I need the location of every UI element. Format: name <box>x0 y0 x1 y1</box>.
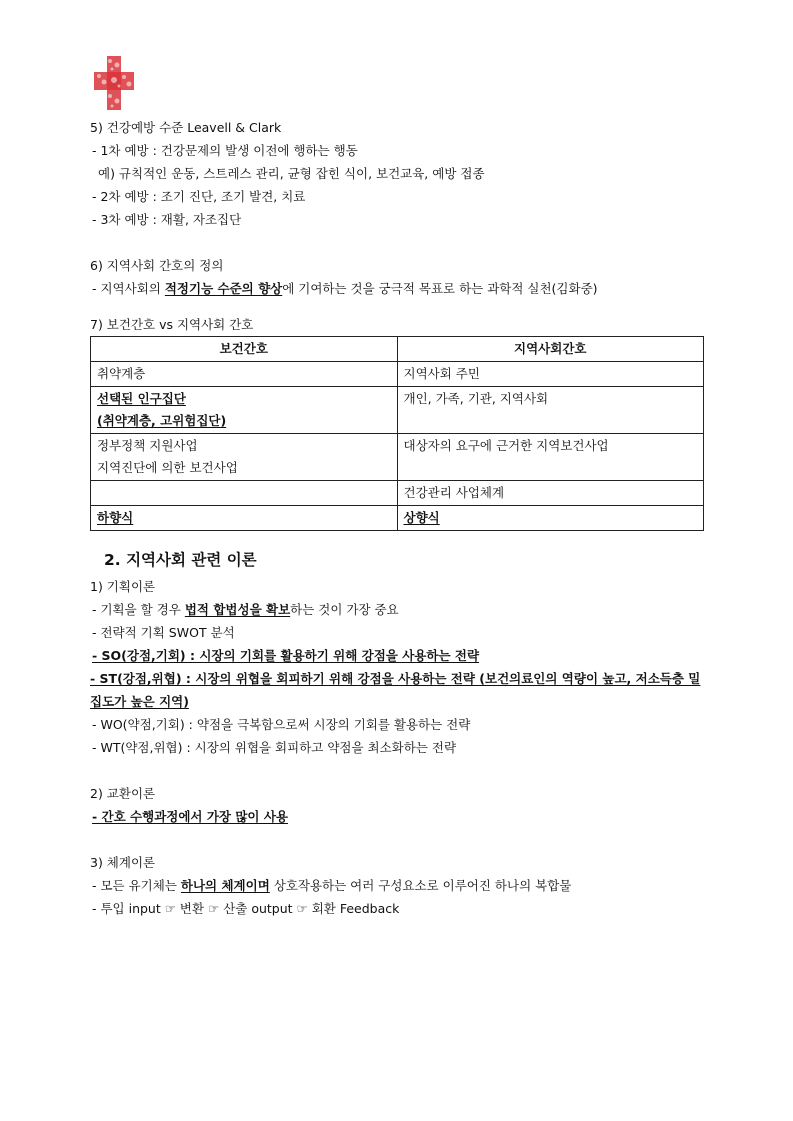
table-header-community: 지역사회간호 <box>397 337 704 362</box>
primary-prevention-example: 예) 규칙적인 운동, 스트레스 관리, 균형 잡힌 식이, 보건교육, 예방 접종 <box>98 166 485 181</box>
systems-theory-line <box>90 874 710 897</box>
section-6-title: 6) 지역사회 간호의 정의 <box>90 258 224 273</box>
community-nursing-definition <box>90 277 710 300</box>
table-row <box>91 387 704 434</box>
systems-prefix: - 모든 유기체는 <box>92 878 181 893</box>
section-7-title: 7) 보건간호 vs 지역사회 간호 <box>90 317 254 332</box>
table-row <box>91 481 704 506</box>
table-header-public-health: 보건간호 <box>91 337 398 362</box>
table-cell: 취약계층 <box>91 362 398 387</box>
table-cell: 지역사회 주민 <box>397 362 704 387</box>
section-heading: 2. 지역사회 관련 이론 <box>104 551 257 569</box>
systems-theory-title: 3) 체계이론 <box>90 855 156 870</box>
swot-line: - 전략적 기획 SWOT 분석 <box>92 625 235 640</box>
exchange-theory-line: - 간호 수행과정에서 가장 많이 사용 <box>92 809 288 824</box>
document-body <box>90 116 710 920</box>
regional-diagnosis-text: 지역진단에 의한 보건사업 <box>97 460 238 475</box>
secondary-prevention-line: - 2차 예방 : 조기 진단, 조기 발견, 치료 <box>92 189 306 204</box>
definition-prefix: - 지역사회의 <box>92 281 165 296</box>
selected-population: 선택된 인구집단 <box>97 391 186 406</box>
table-cell: 상향식 <box>397 506 704 531</box>
table-cell: 건강관리 사업체계 <box>397 481 704 506</box>
planning-theory-line <box>90 598 710 621</box>
systems-suffix: 상호작용하는 여러 구성요소로 이루어진 하나의 복합물 <box>269 878 572 893</box>
definition-emphasis: 적정기능 수준의 향상 <box>164 281 283 296</box>
primary-prevention-line: - 1차 예방 : 건강문제의 발생 이전에 행하는 행동 <box>92 143 358 158</box>
table-cell <box>91 434 398 481</box>
so-strategy-line: - SO(강점,기회) : 시장의 기회를 활용하기 위해 강점을 사용하는 전략 <box>92 648 480 663</box>
wt-strategy-line: - WT(약점,위협) : 시장의 위협을 회피하고 약점을 최소화하는 전략 <box>92 740 457 755</box>
st-strategy-line: - ST(강점,위협) : 시장의 위협을 회피하기 위해 강점을 사용하는 전략 (보건의료인의 역량이 높고, 저소득층 밀집도가 높은 지역) <box>90 671 701 709</box>
table-cell-empty <box>91 481 398 506</box>
exchange-theory-title: 2) 교환이론 <box>90 786 156 801</box>
table-cell: 하향식 <box>91 506 398 531</box>
table-row <box>91 362 704 387</box>
planning-prefix: - 기획을 할 경우 <box>92 602 185 617</box>
table-cell: 개인, 가족, 기관, 지역사회 <box>397 387 704 434</box>
systems-flow-line: - 투입 input ☞ 변환 ☞ 산출 output ☞ 회환 Feedback <box>92 901 400 916</box>
red-cross-logo-icon <box>94 56 134 110</box>
table-cell: 대상자의 요구에 근거한 지역보건사업 <box>397 434 704 481</box>
table-header-row <box>91 337 704 362</box>
planning-emphasis: 법적 합법성을 확보 <box>184 602 291 617</box>
comparison-table <box>90 336 704 531</box>
wo-strategy-line: - WO(약점,기회) : 약점을 극복함으로써 시장의 기회를 활용하는 전략 <box>92 717 471 732</box>
definition-suffix: 에 기여하는 것을 궁극적 목표로 하는 과학적 실천(김화중) <box>282 281 598 296</box>
table-row <box>91 506 704 531</box>
gov-policy-text: 정부정책 지원사업 <box>97 438 198 453</box>
tertiary-prevention-line: - 3차 예방 : 재활, 자조집단 <box>92 212 242 227</box>
planning-theory-title: 1) 기획이론 <box>90 579 156 594</box>
selected-population-detail: (취약계층, 고위험집단) <box>97 413 227 428</box>
table-row <box>91 434 704 481</box>
planning-suffix: 하는 것이 가장 중요 <box>290 602 399 617</box>
table-cell <box>91 387 398 434</box>
systems-emphasis: 하나의 체계이며 <box>180 878 270 893</box>
section-5-title: 5) 건강예방 수준 Leavell & Clark <box>90 120 282 135</box>
